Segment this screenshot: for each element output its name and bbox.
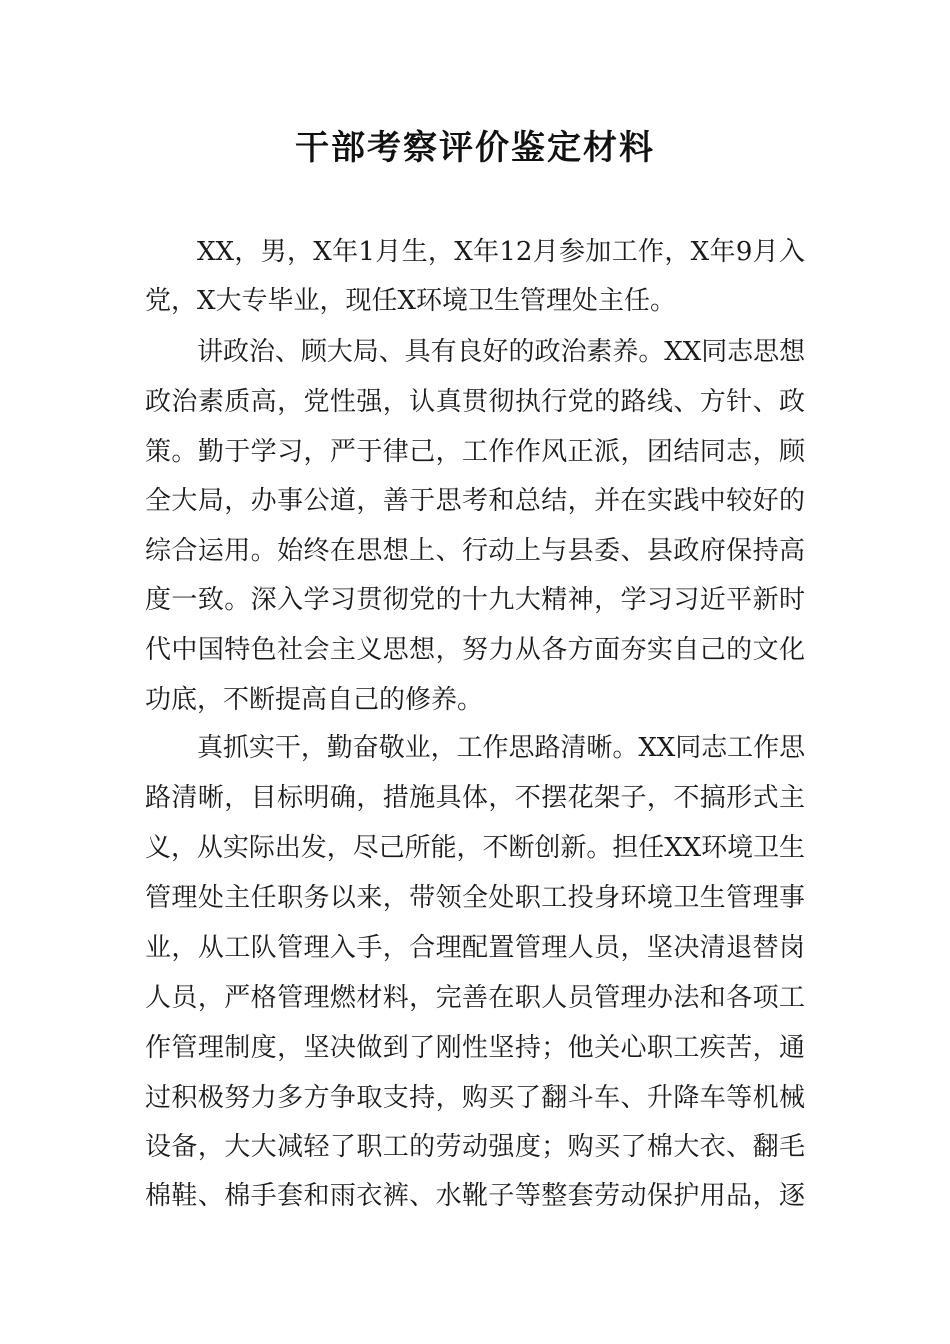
paragraph-line: 过积极努力多方争取支持，购买了翻斗车、升降车等机械 xyxy=(145,1083,805,1113)
document-title: 干部考察评价鉴定材料 xyxy=(295,128,655,168)
paragraph-line: 度一致。深入学习贯彻党的十九大精神，学习习近平新时 xyxy=(145,585,805,615)
paragraph-line: 管理处主任职务以来，带领全处职工投身环境卫生管理事 xyxy=(145,883,805,913)
paragraph-line: 讲政治、顾大局、具有良好的政治素养。XX同志思想 xyxy=(197,337,806,367)
paragraph-line: 党，X大专毕业，现任X环境卫生管理处主任。 xyxy=(145,286,677,316)
paragraph-line: 业，从工队管理入手，合理配置管理人员，坚决清退替岗 xyxy=(145,933,805,963)
paragraph-line: 策。勤于学习，严于律己，工作作风正派，团结同志，顾 xyxy=(145,437,805,467)
paragraph-line: 作管理制度，坚决做到了刚性坚持；他关心职工疾苦，通 xyxy=(145,1033,805,1063)
paragraph-line: 功底，不断提高自己的修养。 xyxy=(145,685,484,715)
paragraph-line: 全大局，办事公道，善于思考和总结，并在实践中较好的 xyxy=(145,486,805,516)
paragraph-line: 路清晰，目标明确，措施具体，不摆花架子，不搞形式主 xyxy=(145,783,805,813)
paragraph-line: 棉鞋、棉手套和雨衣裤、水靴子等整套劳动保护用品，逐 xyxy=(145,1181,805,1211)
paragraph-line: 政治素质高，党性强，认真贯彻执行党的路线、方针、政 xyxy=(145,387,805,417)
paragraph-line: 综合运用。始终在思想上、行动上与县委、县政府保持高 xyxy=(145,536,805,566)
paragraph-line: 代中国特色社会主义思想，努力从各方面夯实自己的文化 xyxy=(145,635,805,665)
paragraph-line: 真抓实干，勤奋敬业，工作思路清晰。XX同志工作思 xyxy=(197,733,806,763)
paragraph-line: XX，男，X年1月生，X年12月参加工作，X年9月入 xyxy=(197,237,805,267)
paragraph-line: 人员，严格管理燃材料，完善在职人员管理办法和各项工 xyxy=(145,983,805,1013)
paragraph-line: 义，从实际出发，尽己所能，不断创新。担任XX环境卫生 xyxy=(145,833,805,863)
paragraph-line: 设备，大大减轻了职工的劳动强度；购买了棉大衣、翻毛 xyxy=(145,1132,805,1162)
